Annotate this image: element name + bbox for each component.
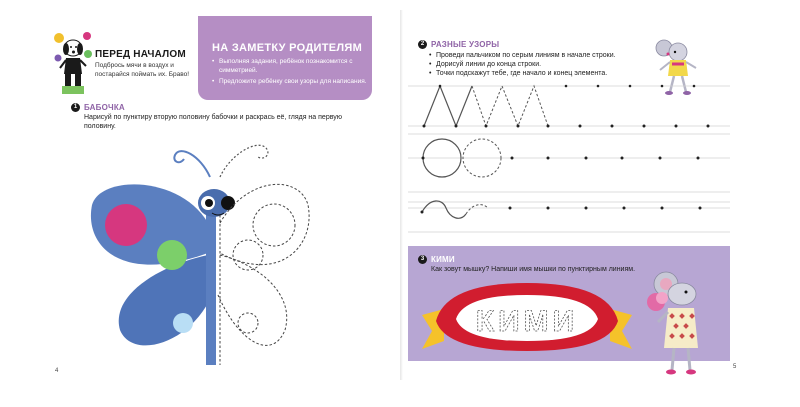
butterfly-illustration — [80, 135, 320, 365]
parents-note-item: • Предложите ребёнку свои узоры для написания. — [212, 78, 368, 87]
before-start-text: Подбрось мячи в воздух и постарайся поймать их. Браво! — [95, 62, 190, 78]
butterfly-instruction: Нарисуй по пунктиру вторую половину бабочки и раскрась её, глядя на первую половину. — [84, 114, 343, 130]
parents-note — [198, 16, 372, 100]
book-gutter — [400, 10, 403, 380]
patterns-instructions — [429, 51, 639, 78]
kimi-title: КИМИ — [431, 255, 455, 264]
name-ribbon — [422, 275, 632, 355]
butterfly-title: БАБОЧКА — [84, 103, 125, 112]
patterns-title: РАЗНЫЕ УЗОРЫ — [431, 40, 500, 49]
parents-note-list — [212, 58, 368, 90]
section-number-1: 1 — [71, 103, 80, 112]
clown-dog-icon — [52, 28, 94, 96]
patterns-instruction-item: • Точки подскажут тебе, где начало и конец элемента. — [429, 69, 639, 78]
traced-name: КИМИ — [475, 305, 579, 338]
section-number-2: 2 — [418, 40, 427, 49]
page-number-right: 5 — [733, 364, 737, 370]
parents-note-item: • Выполняя задания, ребёнок познакомится с симметрией. — [212, 58, 368, 75]
before-start-title: ПЕРЕД НАЧАЛОМ — [95, 49, 186, 60]
patterns-instruction-item: • Проведи пальчиком по серым линиям в начале строки. — [429, 51, 639, 60]
parents-note-title: НА ЗАМЕТКУ РОДИТЕЛЯМ — [212, 42, 363, 54]
page-number-left: 4 — [55, 368, 59, 374]
mouse-girl-icon — [628, 268, 713, 378]
patterns-instruction-item: • Дорисуй линии до конца строки. — [429, 60, 639, 69]
patterns-worksheet — [408, 80, 730, 240]
section-number-3: 3 — [418, 255, 427, 264]
kimi-instruction: Как зовут мышку? Напиши имя мышки по пунктирным линиям. — [431, 266, 636, 273]
